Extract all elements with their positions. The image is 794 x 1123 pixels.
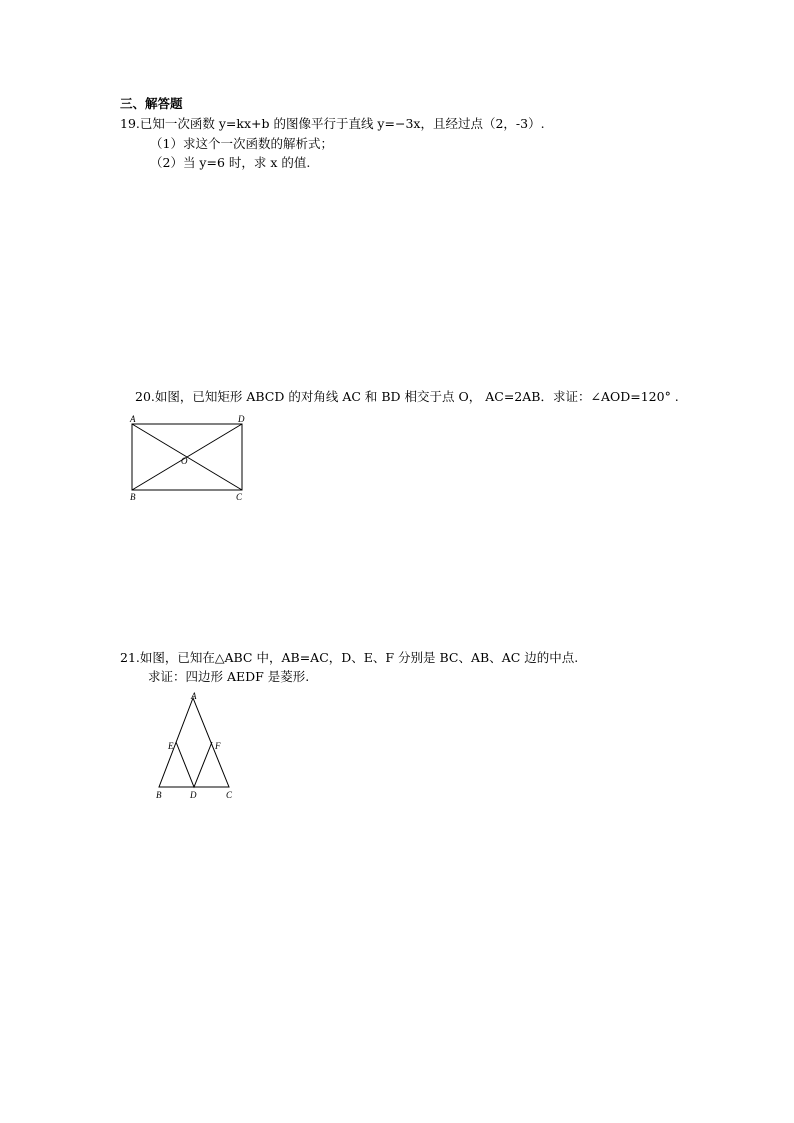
label-c: C [226,790,233,800]
label-b: B [130,492,136,502]
label-a: A [130,414,136,424]
label-c: C [236,492,243,502]
label-d: D [190,790,197,800]
label-o: O [181,456,188,466]
section-title: 三、解答题 [120,96,183,111]
rectangle-figure [125,413,255,508]
label-b: B [156,790,162,800]
triangle-figure [150,690,245,805]
label-e: E [168,741,174,751]
quad-edf [176,742,212,787]
label-f: F [215,741,221,751]
q21-stem: 21.如图，已知在△ABC 中，AB=AC，D、E、F 分别是 BC、AB、AC 边的中点. [120,650,579,665]
label-a: A [191,691,197,701]
q19-part1: （1）求这个一次函数的解析式； [150,136,333,151]
label-d: D [238,414,245,424]
q19-part2: （2）当 y=6 时，求 x 的值. [150,155,311,170]
q21-prove: 求证：四边形 AEDF 是菱形. [148,669,310,684]
q19-stem: 19.已知一次函数 y=kx+b 的图像平行于直线 y=−3x，且经过点（2，-3）. [120,116,545,131]
q20-stem: 20.如图，已知矩形 ABCD 的对角线 AC 和 BD 相交于点 O， AC=2AB．求证：∠AOD=120° . [135,389,679,404]
